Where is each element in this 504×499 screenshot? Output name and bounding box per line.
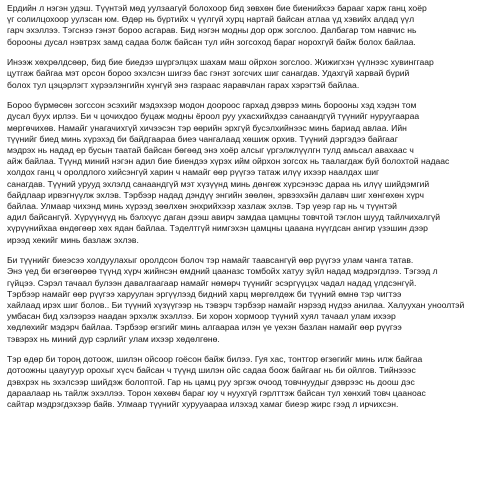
paragraph-4: Би түүнийг биеэсээ холдуулахыг оролдсон болоч тэр намайг таавсангүй өөр рүүгээ улам чанга татав. Энэ үед би өгзөгөөрөө түүнд хүрч жийнсэн өмдний цааназс томбойх хатуу зүйл надад мэдрэгдлээ. Тэгээд л гүйцээ. Сэрэл тачаал булээн давалгаагаар намайг нөмөрч түүнийг эсэргүүцэх чадал надад үлдсэнгүй. Тэрбээр намайг өөр рүүгээ харуулан эргүүлээд бидний харц мөргөлдөж би түүний өмнө тэр чигтээ хайлаад ирэх шиг болов.. Би түүний хүзүүгээр нь тэвэрч тэрбээр намайг нэрээд нүдээ анилаа. Халуухан уноолтэй умбасан бид хэлээрээ наадан эрхэлж эхэллээ. Би хорон хормоор түүний хуял тачаал улам ихээр хөдлөхийг мэдэрч байлаа. Тэрбээр өгзгийг минь алгаараа илэн үе үехэн базлан намайг өөр рүүгээ тэвэрэх нь миний дур сэрлийг улам ихээр хөдөлгөнө. [7, 255, 465, 344]
paragraph-5: Тэр өдөр би тороң дотоож, шилэн ойсоор гоёсон байж билээ. Гуя хас, тонтгор өгзөгийг минь илж байгаа дотоожны цааугуур орохыг хүсч байсан ч түүнд шилэн ойс садаа боож байгааг нь би ойлгов. Тийнэээс дэвхрэх нь эхэлсээр шийдэж болоптой. Гар нь цамц руу эргэж очоод товчнуудыг дэврээс нь доош дэс дараалаар нь тайлж эхэллээ. Торон хөхөвч бараг юу ч нуухгүй гэрлттэж байсан тул хөнхий товч цааноас сайтар мэдрэгдэхээр байв. Улмаар түүнийг хурууаараа илэхэд хамаг биеэр жирс гээд л ирчихсэн. [7, 354, 426, 410]
paragraph-2: Инээж хөхрөлдсөөр, бид бие биедээ шүргэлцэх шахам маш ойрхон зогслоо. Жижигхэн үүлнээс хувинггаар цутгаж байгаа мэт орсон бороо эхэлсэн шигээ бас гэнэт зогсчих шиг санагдав. Удахгүй харвай бүрий болох тул цэцэрлэгт хүрээлэнгийн хүнгүй энэ газраас яаравчлан гарах хэрэгтэй байлаа. [7, 57, 434, 90]
paragraph-3: Бороо бүрмөсөн зогссон эсэхийг мэдэхээр модон доороос гархад дэврээ минь борооны хэд хэдэн том дусал буух ирлээ. Би ч цочихдоо буцаж модны ёроол руу ухасхийхдээ санаандгүй түүнийг нуруугаараа мөргөчихөв. Намайг унагачихгүй хичээсэн тэр өөрийн эрхгүй бусэлхийнээс минь бариад авлаа. Ийн түүнийг биед минь хүрэхэд би байдгаараа биеэ чангалаад хөшиж орхив. Түүний дэргэдээ байгааг мэдрэх нь надад ер бусын таатай байсан бөгөөд энэ хоёр алсыг үргэлжлүүлгн тулд амьсал авахаас ч айж байлаа. Түүнд миний нэгэн адил бие биендээ хүрэх ийм ойрхон зогсох нь таалагдаж буй болохтой надаас холдох ганц ч оролдлого хийсэнгүй харин ч намайг өөр рүүгээ татаж илүү ихээр наалдах шиг санагдав. Түүний урууд эхлэлд санаандгүй мэт хүзүүнд минь дөнгөж хүрсэнээс дараа нь илүү шийдэмгий байдлаар ирвэгнүүлж эхлэв. Тэрбээр надад дэндүү энгийн зөөлөн, эрвээхэйн далавч шиг хөнгөхөн хүрч байлаа. Улмаар чихэнд минь хүрээд зөөлхөн энхрийхээр хазлаж эхлэв. Тэр үеэр гар нь ч түүнтэй адил байсангүй. Хүрүүнүүд нь бэлхүүс даган дээш авирч замдаа цамцны товчтой тэглон шууд тайлчихалгүй хүрүүнийхаа өндөгөөр хөх ядан байлаа. Тэделтгүй нимгэхэн цамцны цааана нүүгдсан ангир үзэшин дээр ирээд хекийг минь базлаж эхлэв. [7, 100, 450, 245]
paragraph-1: Ердийн л нэгэн удэш. Түүнтэй мөд уулзаагүй болохоор бид зөвхөн бие биенийхээ барааг харж ганц хоёр үг солилцохоор уулзсан юм. Өдөр нь бүртийх ч үүлгүй хурц нартай байсан атлаа үд хэвийх алдад үүл гарч эхэллээ. Тэгснээ гэнэт бороо асгарав. Бид нэгэн модны дор орж зогслоо. Далбагар том навчис нь борооны дусал нэвтрэх замд садаа болж байсан тул ийн зогсоход бараг норохгүй байж болох байлаа. [7, 3, 427, 47]
